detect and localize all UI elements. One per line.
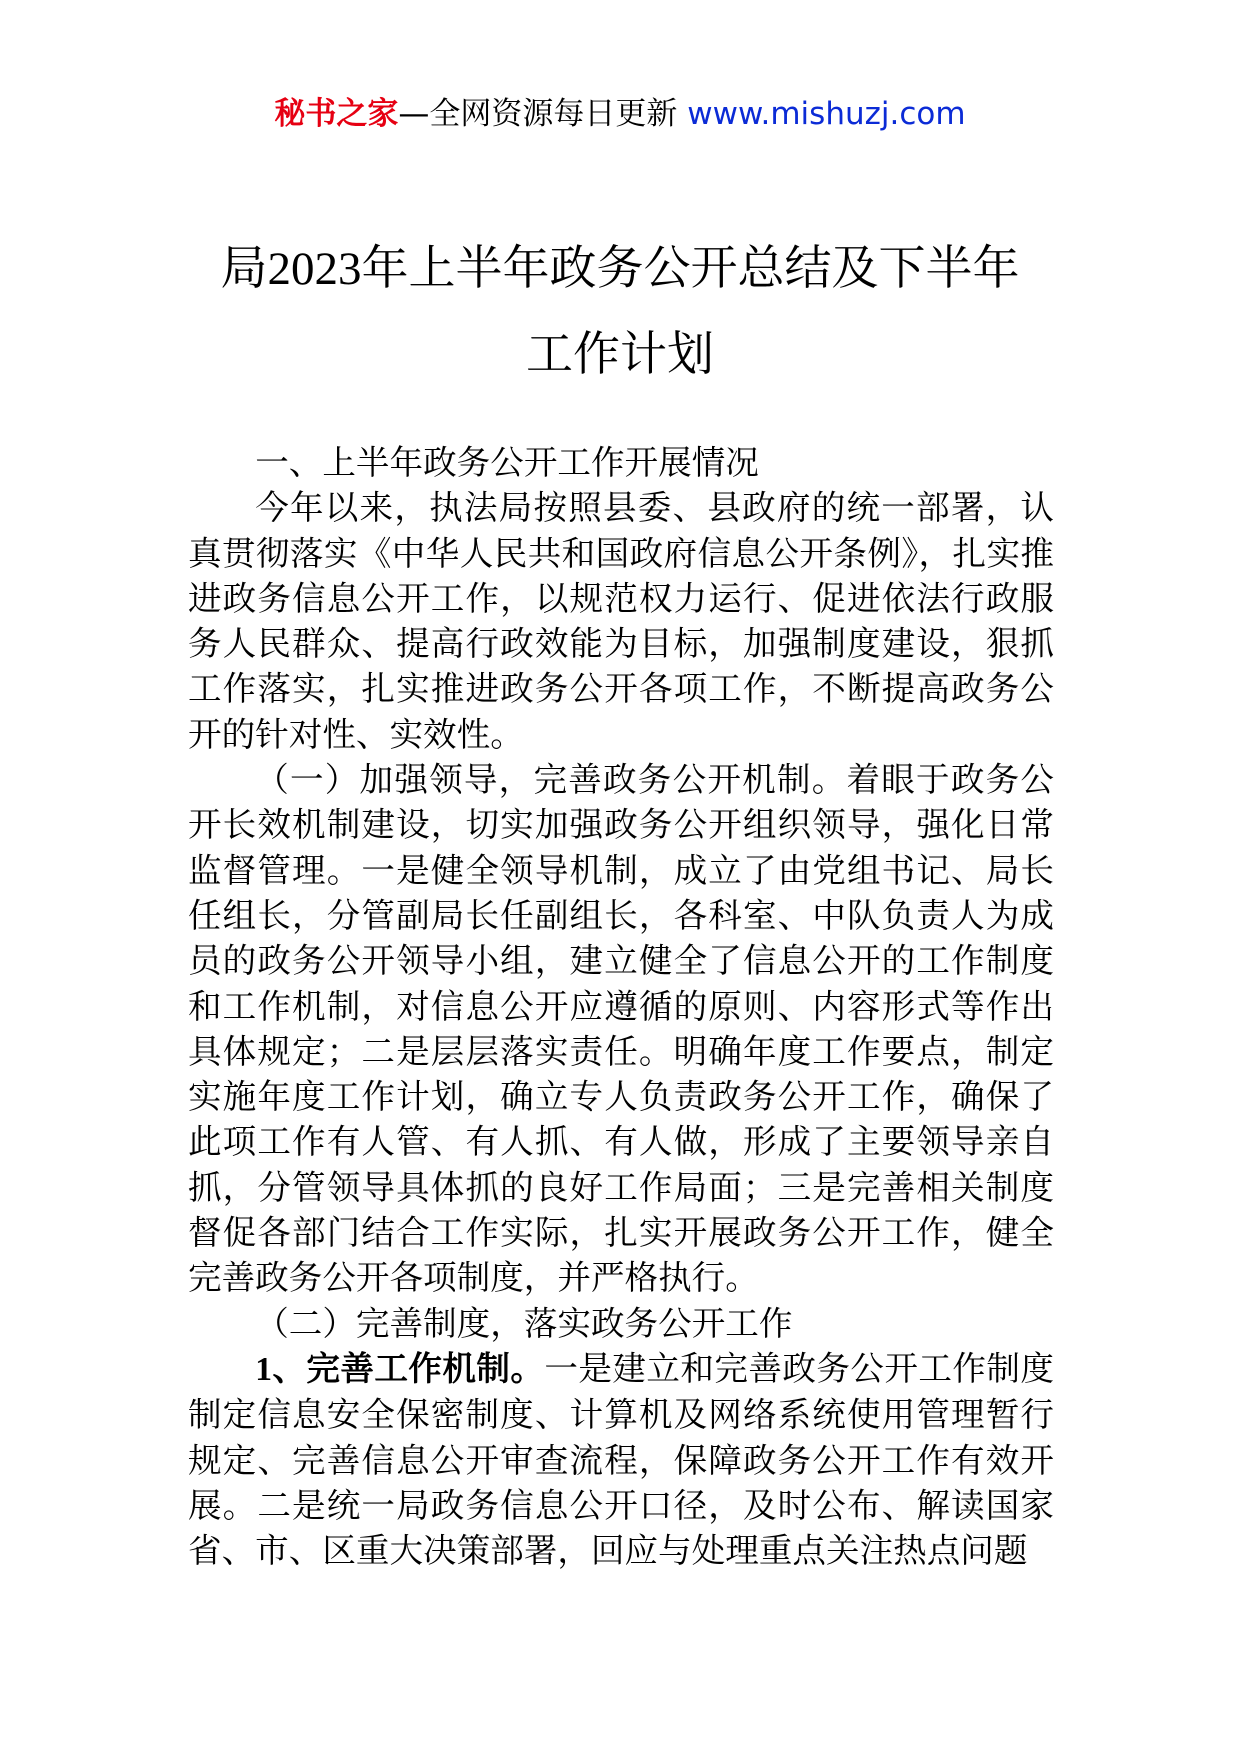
site-brand: 秘书之家 bbox=[274, 96, 399, 132]
site-header bbox=[0, 92, 1240, 136]
title-suffix: 年上半年政务公开总结及下半年 bbox=[361, 241, 1020, 296]
title-year: 2023 bbox=[267, 243, 362, 295]
title-line-1 bbox=[0, 226, 1240, 312]
item-heading bbox=[255, 1349, 544, 1388]
site-url-link[interactable]: www.mishuzj.com bbox=[687, 96, 966, 132]
document-title bbox=[0, 226, 1240, 398]
title-prefix: 局 bbox=[220, 241, 268, 296]
paragraph-leadership: （一）加强领导，完善政务公开机制。着眼于政务公开长效机制建设，切实加强政务公开组织领导，强化日常监督管理。一是健全领导机制，成立了由党组书记、局长任组长，分管副局长任副组长，各科室、中队负责人为成员的政务公开领导小组，建立健全了信息公开的工作制度和工作机制，对信息公开应遵循的原则、内容形式等作出具体规定；二是层层落实责任。明确年度工作要点，制定实施年度工作计划，确立专人负责政务公开工作，确保了此项工作有人管、有人抓、有人做，形成了主要领导亲自抓，分管领导具体抓的良好工作局面；三是完善相关制度督促各部门结合工作实际，扎实开展政务公开工作，健全完善政务公开各项制度，并严格执行。 bbox=[188, 760, 1054, 1298]
site-slogan: —全网资源每日更新 bbox=[398, 96, 688, 132]
paragraph-intro: 今年以来，执法局按照县委、县政府的统一部署，认真贯彻落实《中华人民共和国政府信息公开条例》，扎实推进政务信息公开工作，以规范权力运行、促进依法行政服务人民群众、提高行政效能为目标，加强制度建设，狠抓工作落实，扎实推进政务公开各项工作，不断提高政务公开的针对性、实效性。 bbox=[188, 488, 1054, 754]
paragraph-mechanism bbox=[188, 1346, 1054, 1573]
section-heading: 一、上半年政务公开工作开展情况 bbox=[255, 443, 759, 482]
item-body-text: 一是建立和完善政务公开工作制度制定信息安全保密制度、计算机及网络系统使用管理暂行规定、完善信息公开审查流程，保障政务公开工作有效开展。二是统一局政务信息公开口径，及时公布、解读国家省、市、区重大决策部署，回应与处理重点关注热点问题 bbox=[188, 1348, 1054, 1571]
item-heading-text: 、完善工作机制。 bbox=[271, 1348, 545, 1388]
title-line-2: 工作计划 bbox=[526, 327, 714, 382]
subsection-heading: （二）完善制度，落实政务公开工作 bbox=[255, 1303, 793, 1343]
item-number: 1 bbox=[255, 1350, 272, 1388]
document-body bbox=[188, 440, 1054, 1573]
